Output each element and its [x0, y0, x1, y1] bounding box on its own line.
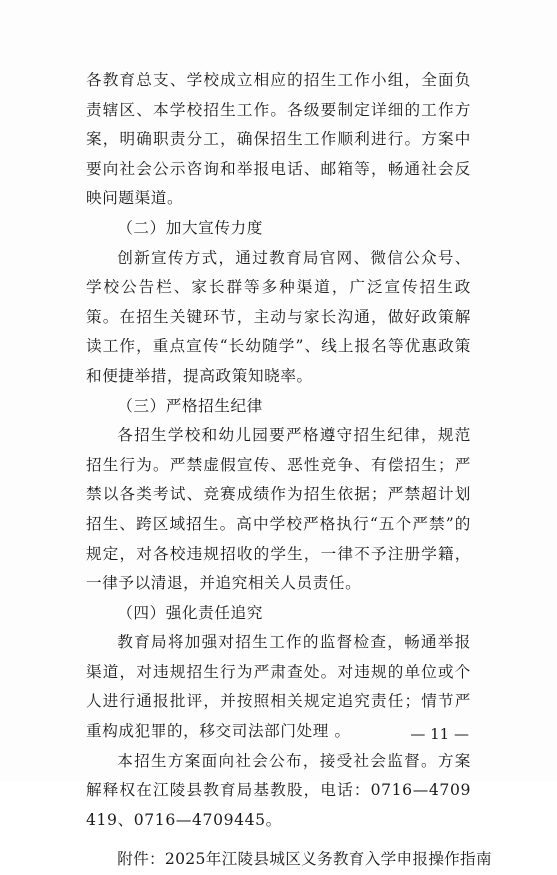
attachment-line: 附件：2025年江陵县城区义务教育入学申报操作指南	[117, 850, 492, 869]
paragraph-interpretation: 本招生方案面向社会公布，接受社会监督。方案解释权在江陵县教育局基教股，电话：0716—4709419、0716—4709445。	[86, 751, 471, 829]
section-heading-discipline: （三）严格招生纪律	[117, 396, 263, 415]
paragraph-discipline: 各招生学校和幼儿园要严格遵守招生纪律，规范招生行为。严禁虚假宣传、恶性竞争、有偿招生；严禁以各类考试、竞赛成绩作为招生依据；严禁超计划招生、跨区域招生。高中学校严格执行“五个严禁”的规定，对各校违规招收的学生，一律不予注册学籍，一律予以清退，并追究相关人员责任。	[86, 426, 471, 593]
paragraph-publicity: 创新宣传方式，通过教育局官网、微信公众号、学校公告栏、家长群等多种渠道，广泛宣传招生政策。在招生关键环节，主动与家长沟通，做好政策解读工作，重点宣传“长幼随学”、线上报名等优惠政策和便捷举措，提高政策知晓率。	[86, 248, 471, 385]
page-number: — 11 —	[410, 725, 469, 743]
paragraph-intro-continued: 各教育总支、学校成立相应的招生工作小组，全面负责辖区、本学校招生工作。各级要制定详细的工作方案，明确职责分工，确保招生工作顺利进行。方案中要向社会公示咨询和举报电话、邮箱等，畅通社会反映问题渠道。	[86, 71, 471, 208]
paragraph-accountability: 教育局将加强对招生工作的监督检查，畅通举报渠道，对违规招生行为严肃查处。对违规的单位或个人进行通报批评，并按照相关规定追究责任；情节严重构成犯罪的，移交司法部门处理 。	[86, 633, 471, 741]
section-heading-publicity: （二）加大宣传力度	[117, 218, 263, 237]
section-heading-accountability: （四）强化责任追究	[117, 603, 263, 622]
